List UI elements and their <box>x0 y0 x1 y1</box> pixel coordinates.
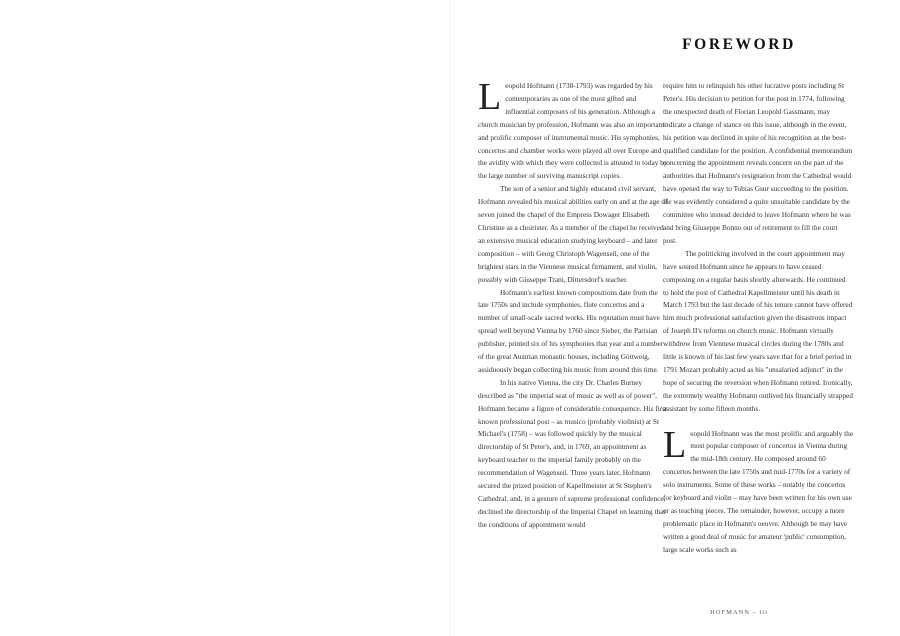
paragraph <box>478 80 668 183</box>
text-column-left <box>478 80 668 585</box>
page-title: FOREWORD <box>682 36 796 53</box>
paragraph: require him to relinquish his other lucrative posts including St Peter's. His decision to petition for the post in 1774, following the unexpected death of Florian Leopold Gassmann, may indicate a change of stance on this issue, although in the event, his petition was declined in spite of his recognition as the best-qualified candidate for the position. A confidential memorandum concerning the appointment reveals concern on the part of the authorities that Hofmann's resignation from the Cathedral would have opened the way to Tobias Gsur succeeding to the position. He was evidently considered a quite unsuitable candidate by the committee who instead decided to leave Hofmann where he was and bring Giuseppe Bonno out of retirement to fill the court post. <box>663 81 853 245</box>
paragraph: In his native Vienna, the city Dr. Charles Burney described as "the imperial seat of music as well as of power", Hofmann became a figure of considerable consequence. His first known professional post – as musico (probably violinist) at St Michael's (1758) – was followed quickly by the musical directorship of St Peter's, and, in 1769, an appointment as keyboard teacher to the imperial family probably on the recommendation of Wagenseil. Three years later, Hofmann secured the prized position of Kapellmeister at St Stephen's Cathedral, and, in a gesture of supreme professional confidence, declined the directorship of the Imperial Chapel on learning that the conditions of appointment would <box>478 377 668 529</box>
paragraph: The son of a senior and highly educated civil servant, Hofmann revealed his musical abilities early on and at the age of seven joined the chapel of the Empress Dowager Elisabeth Christine as a choirister. As a member of the chapel he received an extensive musical education studying keyboard – and later composition – with Georg Christoph Wagenseil, one of the brightest stars in the Viennese musical firmament, and violin, possibly with Giuseppe Trani, Dittersdorf's teacher. <box>478 184 668 284</box>
paragraph <box>663 423 853 557</box>
right-page <box>451 0 900 636</box>
paragraph-text: eopold Hofmann was the most prolific and arguably the most popular composer of concertos in Vienna during the mid-18th century. He composed around 60 concertos between the late 1750s and mid-1770s for a variety of solo instruments. Some of these works – notably the concertos for keyboard and violin – may have been written for his own use or as teaching pieces. The remainder, however, occupy a more problematic place in Hofmann's oeuvre. Although he may have written a good deal of music for amateur 'public' consumption, large scale works such as <box>663 428 853 554</box>
page-footer: HOFMANN – iii <box>710 609 768 616</box>
paragraph: The politicking involved in the court appointment may have soured Hofmann since he appears to have ceased composing on a regular basis shortly afterwards. He continued to hold the post of Cathedral Kapellmeister until his death in March 1793 but the last decade of his tenure cannot have offered him much professional satisfaction given the disastrous impact of Joseph II's reforms on church music. Hofmann virtually withdrew from Viennese musical circles during the 1780s and little is known of his last few years save that for a brief period in 1791 Mozart probably acted as his "unsalaried adjunct" in the hope of securing the reversion when Hofmann retired. Ironically, the extremely wealthy Hofmann outlived his financially strapped assistant by some fifteen months. <box>663 248 853 413</box>
drop-cap: L <box>478 80 502 118</box>
paragraph: Hofmann's earliest known compositions date from the late 1750s and include symphonies, flute concertos and a number of small-scale sacred works. His reputation must have spread well beyond Vienna by 1760 since Sieber, the Parisian publisher, printed six of his symphonies that year and a number of the great Austrian monastic houses, including Göttweig, assiduously began collecting his music from around this time. <box>478 287 664 374</box>
paragraph-text: eopold Hofmann (1738-1793) was regarded by his contemporaries as one of the most gifted and influential composers of his generation. Although a church musician by profession, Hofmann was also an important and prolific composer of instrumental music. His symphonies, concertos and chamber works were played all over Europe and the avidity with which they were collected is attested to today by the large number of surviving manuscript copies. <box>478 81 668 181</box>
drop-cap: L <box>663 423 687 466</box>
text-column-right <box>663 80 853 585</box>
